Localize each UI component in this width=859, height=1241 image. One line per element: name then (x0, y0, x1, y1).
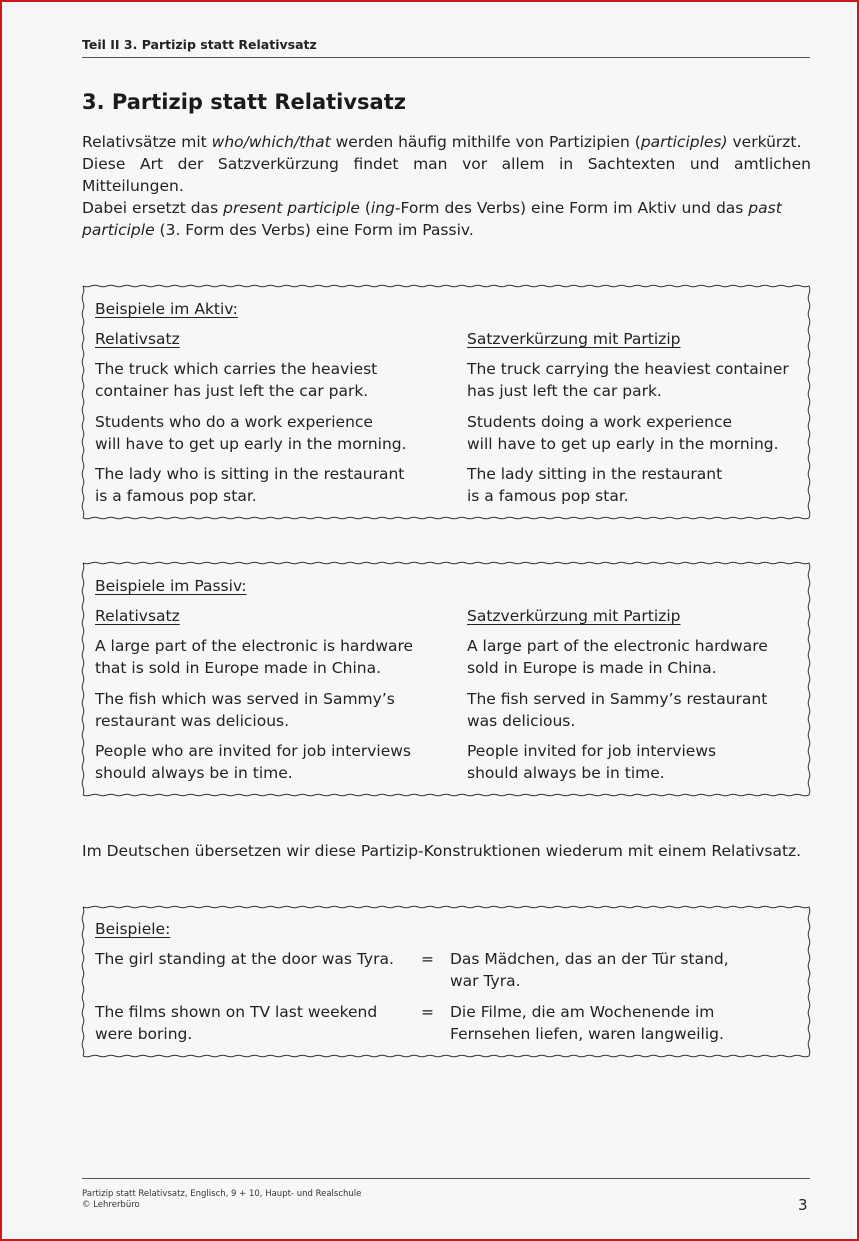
page-title: 3. Partizip statt Relativsatz (82, 90, 406, 114)
english-example: The films shown on TV last weekend were boring. (95, 1003, 378, 1043)
german-translation: Das Mädchen, das an der Tür stand, war Tyra. (450, 950, 729, 990)
passiv-examples-box (81, 561, 811, 797)
equals-sign: = (421, 1003, 434, 1021)
translation-examples-box (81, 905, 811, 1058)
footer-rule (82, 1178, 810, 1179)
page-number: 3 (798, 1196, 808, 1214)
passiv-example-right: A large part of the electronic hardware sold in Europe is made in China. (467, 637, 768, 677)
aktiv-example-left: The truck which carries the heaviest container has just left the car park. (95, 360, 378, 400)
passiv-example-left: A large part of the electronic is hardware that is sold in Europe made in China. (95, 637, 414, 677)
aktiv-example-right: The truck carrying the heaviest container has just left the car park. (467, 360, 789, 400)
running-head: Teil II 3. Partizip statt Relativsatz (82, 37, 317, 52)
passiv-heading: Beispiele im Passiv: (95, 577, 247, 595)
aktiv-example-left: Students who do a work experience will have to get up early in the morning. (95, 413, 407, 453)
aktiv-examples-box (81, 284, 811, 520)
translation-note: Im Deutschen übersetzen wir diese Partizip-Konstruktionen wiederum mit einem Relativsatz. (82, 842, 802, 860)
aktiv-col-relativsatz: Relativsatz (95, 330, 180, 348)
beispiele-heading: Beispiele: (95, 920, 171, 938)
aktiv-col-partizip: Satzverkürzung mit Partizip (467, 330, 681, 348)
aktiv-heading: Beispiele im Aktiv: (95, 300, 238, 318)
passiv-example-left: People who are invited for job interviews should always be in time. (95, 742, 411, 782)
intro-paragraph-1: Relativsätze mit who/which/that werden häufig mithilfe von Partizipien (participles) verkürzt. Diese Art der Satzverkürzung findet man vor allem in Sachtexten und amtlichen Mitteilungen. (82, 133, 811, 195)
passiv-example-right: The fish served in Sammy’s restaurant was delicious. (467, 690, 768, 730)
header-rule (82, 57, 810, 58)
passiv-col-relativsatz: Relativsatz (95, 607, 180, 625)
passiv-example-right: People invited for job interviews should always be in time. (467, 742, 717, 782)
english-example: The girl standing at the door was Tyra. (95, 950, 394, 968)
aktiv-example-right: The lady sitting in the restaurant is a famous pop star. (467, 465, 723, 505)
passiv-col-partizip: Satzverkürzung mit Partizip (467, 607, 681, 625)
passiv-example-left: The fish which was served in Sammy’s restaurant was delicious. (95, 690, 395, 730)
aktiv-example-right: Students doing a work experience will have to get up early in the morning. (467, 413, 779, 453)
german-translation: Die Filme, die am Wochenende im Fernsehen liefen, waren langweilig. (450, 1003, 724, 1043)
aktiv-example-left: The lady who is sitting in the restaurant is a famous pop star. (95, 465, 405, 505)
intro-paragraph-2: Dabei ersetzt das present participle (ing-Form des Verbs) eine Form im Aktiv und das past participle (3. Form des Verbs) eine Form im Passiv. (82, 199, 782, 239)
footer-source: Partizip statt Relativsatz, Englisch, 9 + 10, Haupt- und Realschule © Lehrerbüro (82, 1189, 362, 1210)
equals-sign: = (421, 950, 434, 968)
